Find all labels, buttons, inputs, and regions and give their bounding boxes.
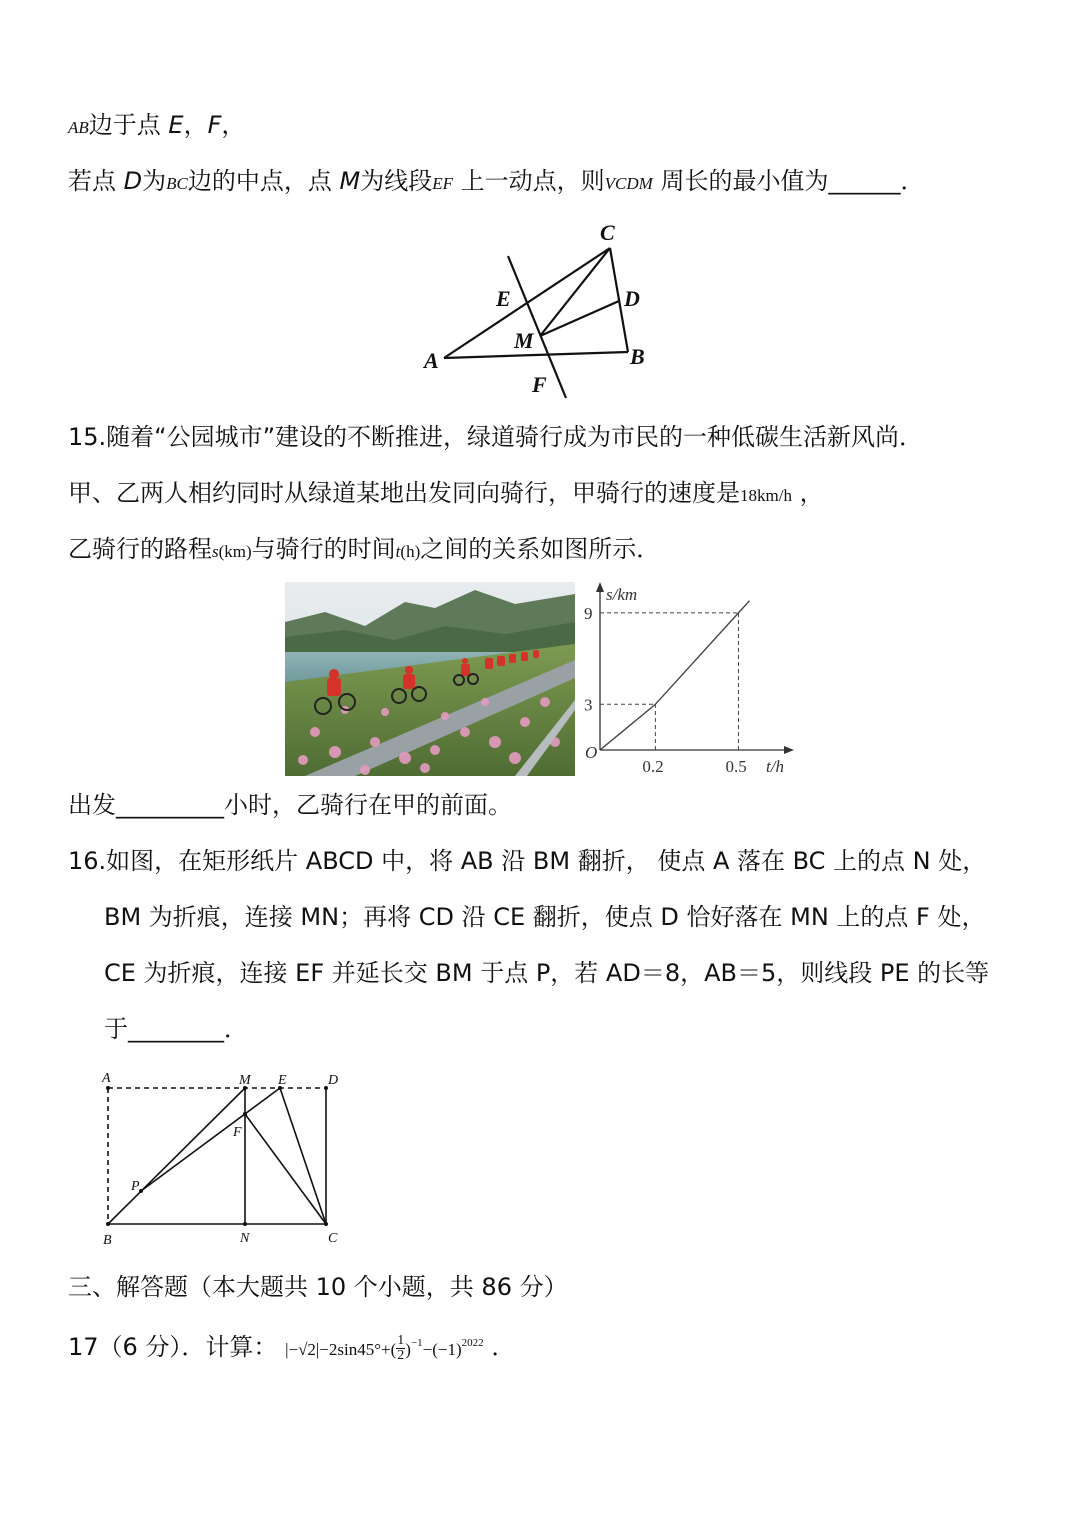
fraction-numerator: 1 bbox=[397, 1332, 405, 1348]
label-b: B bbox=[103, 1233, 112, 1248]
q15-line2 bbox=[68, 476, 824, 513]
label-d: D bbox=[328, 1073, 339, 1088]
q17-prefix: 17（6 分）．计算： bbox=[68, 1333, 278, 1361]
line-cm bbox=[540, 248, 610, 336]
q15-text: 乙骑行的路程 bbox=[68, 535, 212, 563]
cycling-photo bbox=[285, 582, 575, 776]
label-b: B bbox=[630, 344, 645, 369]
line-ab bbox=[444, 352, 628, 358]
label-a: A bbox=[102, 1071, 111, 1086]
q14-text: 为线段 bbox=[360, 167, 433, 195]
q14-text: 边于点 bbox=[88, 111, 161, 139]
fraction-denominator: 2 bbox=[397, 1347, 405, 1363]
label-n: N bbox=[240, 1231, 250, 1246]
q14-text: 上一动点，则 bbox=[460, 167, 605, 195]
punct: ， bbox=[221, 111, 246, 139]
q15-line1: 15.随着“公园城市”建设的不断推进，绿道骑行成为市民的一种低碳生活新风尚． bbox=[68, 423, 924, 451]
label-d: D bbox=[624, 286, 640, 311]
q15-text: 之间的关系如图所示． bbox=[420, 535, 661, 563]
x-axis-arrow bbox=[784, 746, 794, 754]
q16-line3: CE 为折痕，连接 EF 并延长交 BM 于点 P，若 AD＝8，AB＝5，则线段 PE 的长等 bbox=[104, 959, 990, 987]
q15-line3 bbox=[68, 532, 660, 569]
x-axis-label: t/h bbox=[766, 757, 784, 776]
punct: ， bbox=[183, 111, 208, 139]
point-f: F bbox=[207, 111, 222, 139]
segment-fc bbox=[245, 1114, 326, 1224]
y-tick-label: 9 bbox=[584, 603, 593, 623]
label-c: C bbox=[600, 220, 615, 245]
series-line bbox=[600, 601, 750, 750]
q16-rectangle-figure bbox=[90, 1066, 360, 1252]
label-m: M bbox=[239, 1073, 251, 1088]
triangle-cdm: VCDM bbox=[604, 174, 653, 193]
unit-h: (h) bbox=[400, 542, 421, 561]
q17-expression: −(−1) bbox=[422, 1340, 462, 1359]
speed-value: 18km/h bbox=[740, 486, 792, 505]
y-tick-label: 3 bbox=[584, 695, 593, 715]
y-axis-arrow bbox=[596, 582, 604, 592]
label-p: P bbox=[131, 1179, 140, 1194]
section-3-title: 三、解答题（本大题共 10 个小题，共 86 分） bbox=[68, 1273, 568, 1301]
exponent: −1 bbox=[410, 1337, 423, 1349]
label-a: A bbox=[424, 348, 439, 373]
q14-text: 周长的最小值为______． bbox=[660, 167, 925, 195]
fold-ce bbox=[280, 1088, 326, 1224]
q16-line4: 于________． bbox=[104, 1015, 248, 1043]
label-c: C bbox=[328, 1231, 338, 1246]
q14-text: 边的中点，点 bbox=[187, 167, 332, 195]
label-e: E bbox=[278, 1073, 287, 1088]
segment-bc: BC bbox=[166, 174, 188, 193]
point-m: M bbox=[339, 167, 361, 195]
label-f: F bbox=[532, 372, 547, 397]
q14-text: 为 bbox=[142, 167, 167, 195]
line-dm bbox=[540, 301, 619, 336]
var-s: s bbox=[212, 542, 219, 561]
segment-ef: EF bbox=[432, 174, 453, 193]
segment-ep bbox=[141, 1088, 280, 1191]
y-axis-label: s/km bbox=[606, 585, 638, 604]
q17-line bbox=[68, 1326, 515, 1367]
origin-label: O bbox=[585, 743, 598, 762]
fold-bm bbox=[108, 1088, 245, 1224]
q15-text: 甲、乙两人相约同时从绿道某地出发同向骑行，甲骑行的速度是 bbox=[68, 479, 740, 507]
x-tick-label: 0.2 bbox=[642, 757, 664, 776]
q15-answer-line: 出发_________小时，乙骑行在甲的前面。 bbox=[68, 791, 512, 819]
fraction-half bbox=[396, 1334, 405, 1363]
label-e: E bbox=[496, 286, 511, 311]
segment-ab: AB bbox=[68, 118, 89, 137]
q16-line2: BM 为折痕，连接 MN；再将 CD 沿 CE 翻折，使点 D 恰好落在 MN 上的点 F 处， bbox=[104, 903, 986, 931]
punct: ， bbox=[799, 479, 824, 507]
exponent: 2022 bbox=[461, 1337, 484, 1349]
q17-expression: ) bbox=[405, 1340, 411, 1359]
var-t: t bbox=[395, 542, 401, 561]
punct: ． bbox=[491, 1333, 516, 1361]
label-m: M bbox=[514, 328, 534, 353]
q14-line2 bbox=[68, 164, 924, 201]
q15-distance-time-chart bbox=[580, 580, 800, 776]
point-d: D bbox=[123, 167, 143, 195]
q17-expression: |−√2|−2sin45°+( bbox=[285, 1340, 397, 1359]
x-tick-label: 0.5 bbox=[725, 757, 747, 776]
label-f: F bbox=[233, 1125, 242, 1140]
q16-line1: 16.如图，在矩形纸片 ABCD 中，将 AB 沿 BM 翻折， 使点 A 落在 BC 上的点 N 处， bbox=[68, 847, 987, 875]
point-e: E bbox=[168, 111, 184, 139]
q14-text: 若点 bbox=[68, 167, 116, 195]
q14-triangle-figure bbox=[420, 218, 660, 408]
q15-text: 与骑行的时间 bbox=[251, 535, 396, 563]
unit-km: (km) bbox=[218, 542, 252, 561]
q14-line1 bbox=[68, 108, 245, 145]
